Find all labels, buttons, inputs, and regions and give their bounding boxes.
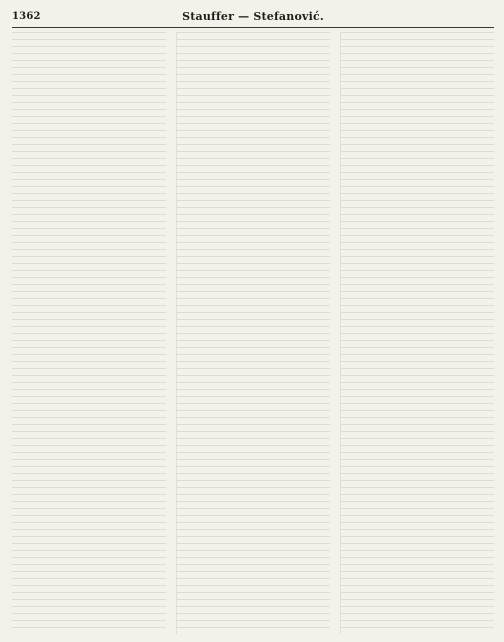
- directory-column-right: [340, 32, 494, 634]
- directory-columns: [12, 32, 494, 634]
- directory-column-left: [12, 32, 166, 634]
- running-head: Stauffer — Stefanović.: [182, 10, 324, 23]
- directory-column-middle: [176, 32, 330, 634]
- page-number: 1362: [12, 11, 41, 22]
- page-header: [12, 8, 494, 26]
- header-rule: [12, 27, 494, 28]
